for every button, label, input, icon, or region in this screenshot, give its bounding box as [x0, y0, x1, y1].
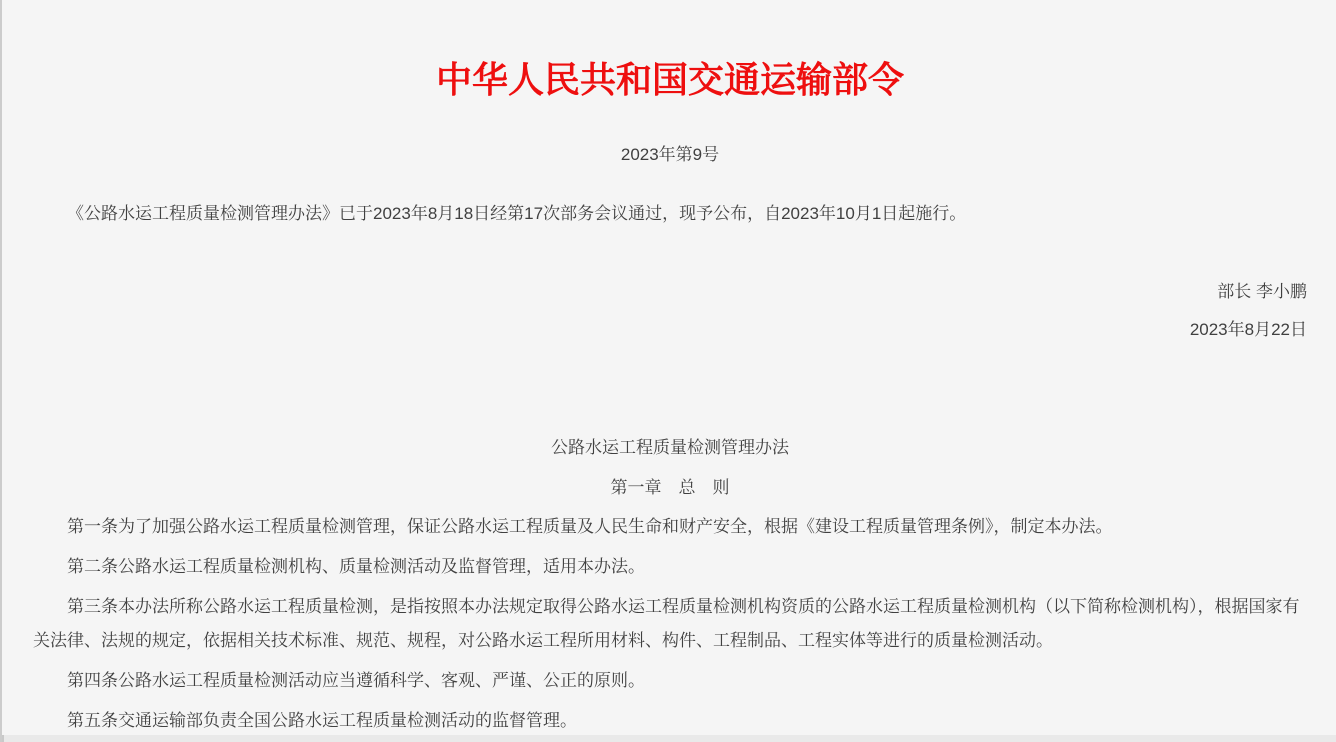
decree-number: 2023年第9号 — [620, 145, 720, 164]
article-1: 第一条为了加强公路水运工程质量检测管理，保证公路水运工程质量及人民生命和财产安全，根据《建设工程质量管理条例》，制定本办法。 — [67, 517, 1113, 536]
regulation-title: 公路水运工程质量检测管理办法 — [551, 438, 789, 457]
decree-intro-paragraph: 《公路水运工程质量检测管理办法》已于2023年8月18日经第17次部务会议通过，现予公布，自2023年10月1日起施行。 — [67, 204, 967, 223]
signature-minister: 部长 李小鹏 — [1217, 282, 1307, 301]
articles-section — [33, 510, 1307, 738]
article-4: 第四条公路水运工程质量检测活动应当遵循科学、客观、严谨、公正的原则。 — [67, 671, 645, 690]
document-content — [2, 0, 1336, 738]
article-5: 第五条交通运输部负责全国公路水运工程质量检测活动的监督管理。 — [67, 711, 577, 730]
page-bottom-edge — [2, 735, 1336, 742]
signature-date: 2023年8月22日 — [1189, 320, 1307, 339]
decree-title: 中华人民共和国交通运输部令 — [435, 59, 904, 100]
chapter-heading: 第一章 总 则 — [610, 478, 730, 497]
article-2: 第二条公路水运工程质量检测机构、质量检测活动及监督管理，适用本办法。 — [67, 557, 645, 576]
article-3: 第三条本办法所称公路水运工程质量检测，是指按照本办法规定取得公路水运工程质量检测机构资质的公路水运工程质量检测机构（以下简称检测机构），根据国家有关法律、法规的规定，依据相关技术标准、规范、规程，对公路水运工程所用材料、构件、工程制品、工程实体等进行的质量检测活动。 — [33, 597, 1300, 650]
